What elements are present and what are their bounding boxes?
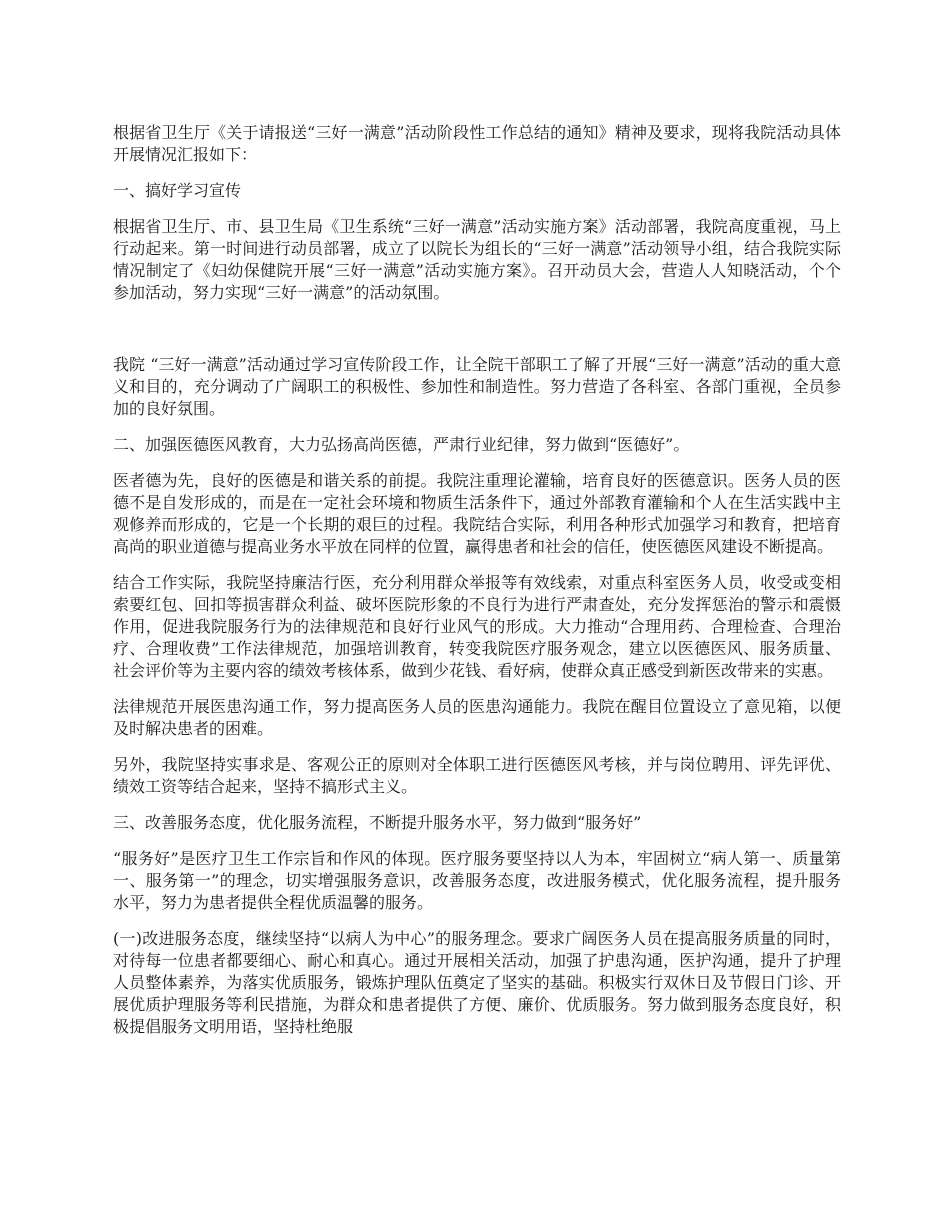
- section3-paragraph-2: (一)改进服务态度，继续坚持“以病人为中心”的服务理念。要求广阔医务人员在提高服务质量的同时，对待每一位患者都要细心、耐心和真心。通过开展相关活动，加强了护患沟通，医护沟通，提升了护理人员整体素养，为落实优质服务，锻炼护理队伍奠定了坚实的基础。积极实行双休日及节假日门诊、开展优质护理服务等利民措施，为群众和患者提供了方便、廉价、优质服务。努力做到服务态度良好，积极提倡服务文明用语，坚持杜绝服: [113, 929, 841, 1036]
- section-heading-1: 一、搞好学习宣传: [113, 181, 242, 200]
- section2-paragraph-1: 医者德为先，良好的医德是和谐关系的前提。我院注重理论灌输，培育良好的医德意识。医务人员的医德不是自发形成的，而是在一定社会环境和物质生活条件下，通过外部教育灌输和个人在生活实践中主观修养而形成的，它是一个长期的艰巨的过程。我院结合实际，利用各种形式加强学习和教育，把培育高尚的职业道德与提高业务水平放在同样的位置，赢得患者和社会的信任，使医德医风建设不断提高。: [113, 471, 841, 556]
- blank-spacer: [113, 318, 841, 354]
- section-heading-2: 二、加强医德医风教育，大力弘扬高尚医德，严肃行业纪律，努力做到“医德好”。: [113, 435, 690, 454]
- section1-paragraph-2: 我院 “三好一满意”活动通过学习宣传阶段工作，让全院干部职工了解了开展“三好一满意”活动的重大意义和目的，充分调动了广阔职工的积极性、参加性和制造性。努力营造了各科室、各部门重视，全员参加的良好氛围。: [113, 355, 841, 418]
- document-page: [113, 122, 841, 1052]
- section1-paragraph-1: 根据省卫生厅、市、县卫生局《卫生系统“三好一满意”活动实施方案》活动部署，我院高度重视，马上行动起来。第一时间进行动员部署，成立了以院长为组长的“三好一满意”活动领导小组，结合我院实际情况制定了《妇幼保健院开展“三好一满意”活动实施方案》。召开动员大会，营造人人知晓活动，个个参加活动，努力实现“三好一满意”的活动氛围。: [113, 217, 841, 302]
- intro-paragraph: 根据省卫生厅《关于请报送“三好一满意”活动阶段性工作总结的通知》精神及要求，现将我院活动具体开展情况汇报如下：: [113, 123, 841, 164]
- section-heading-3: 三、改善服务态度，优化服务流程，不断提升服务水平，努力做到“服务好”: [113, 813, 642, 832]
- section3-paragraph-1: “服务好”是医疗卫生工作宗旨和作风的体现。医疗服务要坚持以人为本，牢固树立“病人第一、质量第一、服务第一”的理念，切实增强服务意识，改善服务态度，改进服务模式，优化服务流程，提升服务水平，努力为患者提供全程优质温馨的服务。: [113, 849, 841, 912]
- section2-paragraph-4: 另外，我院坚持实事求是、客观公正的原则对全体职工进行医德医风考核，并与岗位聘用、评先评优、绩效工资等结合起来，坚持不搞形式主义。: [113, 755, 841, 796]
- section2-paragraph-3: 法律规范开展医患沟通工作，努力提高医务人员的医患沟通能力。我院在醒目位置设立了意见箱，以便及时解决患者的困难。: [113, 697, 841, 738]
- section2-paragraph-2: 结合工作实际，我院坚持廉洁行医，充分利用群众举报等有效线索，对重点科室医务人员，收受或变相索要红包、回扣等损害群众利益、破坏医院形象的不良行为进行严肃查处，充分发挥惩治的警示和震慑作用，促进我院服务行为的法律规范和良好行业风气的形成。大力推动“合理用药、合理检查、合理治疗、合理收费”工作法律规范，加强培训教育，转变我院医疗服务观念，建立以医德医风、服务质量、社会评价等为主要内容的绩效考核体系，做到少花钱、看好病，使群众真正感受到新医改带来的实惠。: [113, 573, 841, 680]
